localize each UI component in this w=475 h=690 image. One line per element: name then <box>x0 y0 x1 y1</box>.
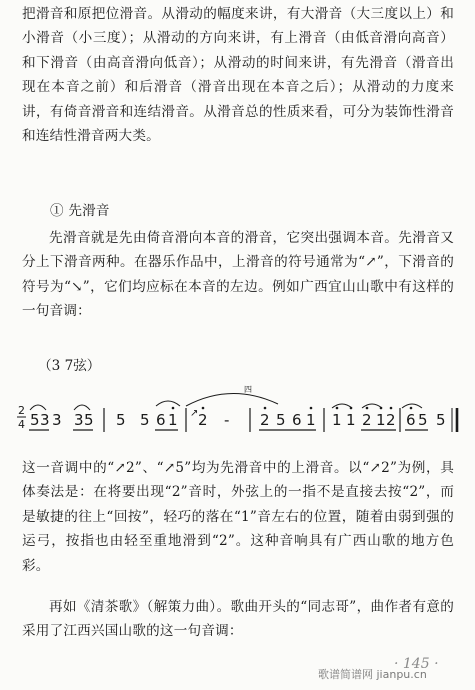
note: 5 <box>30 411 40 429</box>
note: 2 <box>198 411 208 429</box>
note-dash: - <box>224 411 230 429</box>
high-octave-dot <box>172 407 175 410</box>
paragraph-playing-technique: 这一音调中的“↗2”、“↗5”均为先滑音中的上滑音。以“↗2”为例，具体奏法是：在将要出现“2”音时，外弦上的一指不是直接去按“2”，而是敏捷的往上“回按”，轻巧的落在“1”音左右的位置，随着由弱到强的运弓，按指也由轻至重地滑到“2”。这种音响具有广西山歌的地方色彩。 <box>22 460 454 574</box>
music-score-notation <box>16 382 462 446</box>
high-octave-dot <box>310 407 313 410</box>
slur-mark <box>362 404 382 408</box>
note: 1 <box>346 411 356 429</box>
note: 3 <box>40 411 50 429</box>
high-octave-dot <box>350 407 353 410</box>
note: 2 <box>260 411 270 429</box>
note: 5 <box>84 411 94 429</box>
note: 5 <box>276 411 286 429</box>
note: 5 <box>116 411 126 429</box>
high-octave-dot <box>380 407 383 410</box>
note: 6 <box>292 411 302 429</box>
note: 1 <box>376 411 386 429</box>
slur-mark <box>156 401 180 406</box>
paragraph-qingcha-song: 再如《清茶歌》（解策力曲）。歌曲开头的“同志哥”，曲作者有意的采用了江西兴国山歌的这一句音调： <box>22 599 454 640</box>
section-heading-pre-slide: ① 先滑音 <box>50 203 110 219</box>
note: 5 <box>140 411 150 429</box>
high-octave-dot <box>264 407 267 410</box>
slide-mark: ↗ <box>190 408 199 419</box>
note: 2 <box>362 411 372 429</box>
note: 1 <box>168 411 178 429</box>
note: 1 <box>306 411 316 429</box>
note: 5 <box>436 411 446 429</box>
page-number: · 145 · <box>394 656 439 672</box>
time-signature-top: 2 <box>18 404 25 417</box>
high-octave-dot <box>202 407 205 410</box>
long-slur <box>186 393 278 406</box>
note: 3 <box>52 411 62 429</box>
note: 2 <box>386 411 396 429</box>
high-octave-dot <box>366 407 369 410</box>
high-octave-dot <box>410 407 413 410</box>
note: 5 <box>418 411 428 429</box>
slur-mark <box>30 405 46 410</box>
high-octave-dot <box>336 407 339 410</box>
high-octave-dot <box>390 407 393 410</box>
watermark-footer: 歌谱简谱网 jianpu.cn <box>318 668 427 681</box>
note: 3 <box>74 411 84 429</box>
paragraph-pre-slide-definition: 先滑音就是先由倚音滑向本音的滑音，它突出强调本音。先滑音又分上下滑音两种。在器乐作品中，上滑音的符号通常为“↗”，下滑音的符号为“↘”，它们均应标在本音的左边。例如广西宜山山歌中有这样的一句音调： <box>22 230 454 320</box>
note: 6 <box>156 411 166 429</box>
tuning-label: （3 7弦） <box>38 358 101 374</box>
slur-mark <box>74 405 90 410</box>
time-signature-bottom: 4 <box>18 418 25 431</box>
note: 1 <box>332 411 342 429</box>
paragraph-slide-types: 把滑音和原把位滑音。从滑动的幅度来讲，有大滑音（大三度以上）和小滑音（小三度）；从滑动的方向来讲，有上滑音（由低音滑向高音）和下滑音（由高音滑向低音）；从滑动的时间来讲，有先滑音（滑音出现在本音之前）和后滑音（滑音出现在本音之后）；从滑动的力度来讲，有倚音滑音和连结滑音。从滑音总的性质来看，可分为装饰性滑音和连结性滑音两大类。 <box>22 6 454 145</box>
slur-mark <box>332 404 352 408</box>
note: 6 <box>406 411 416 429</box>
finger-mark-4: 四 <box>244 385 252 394</box>
